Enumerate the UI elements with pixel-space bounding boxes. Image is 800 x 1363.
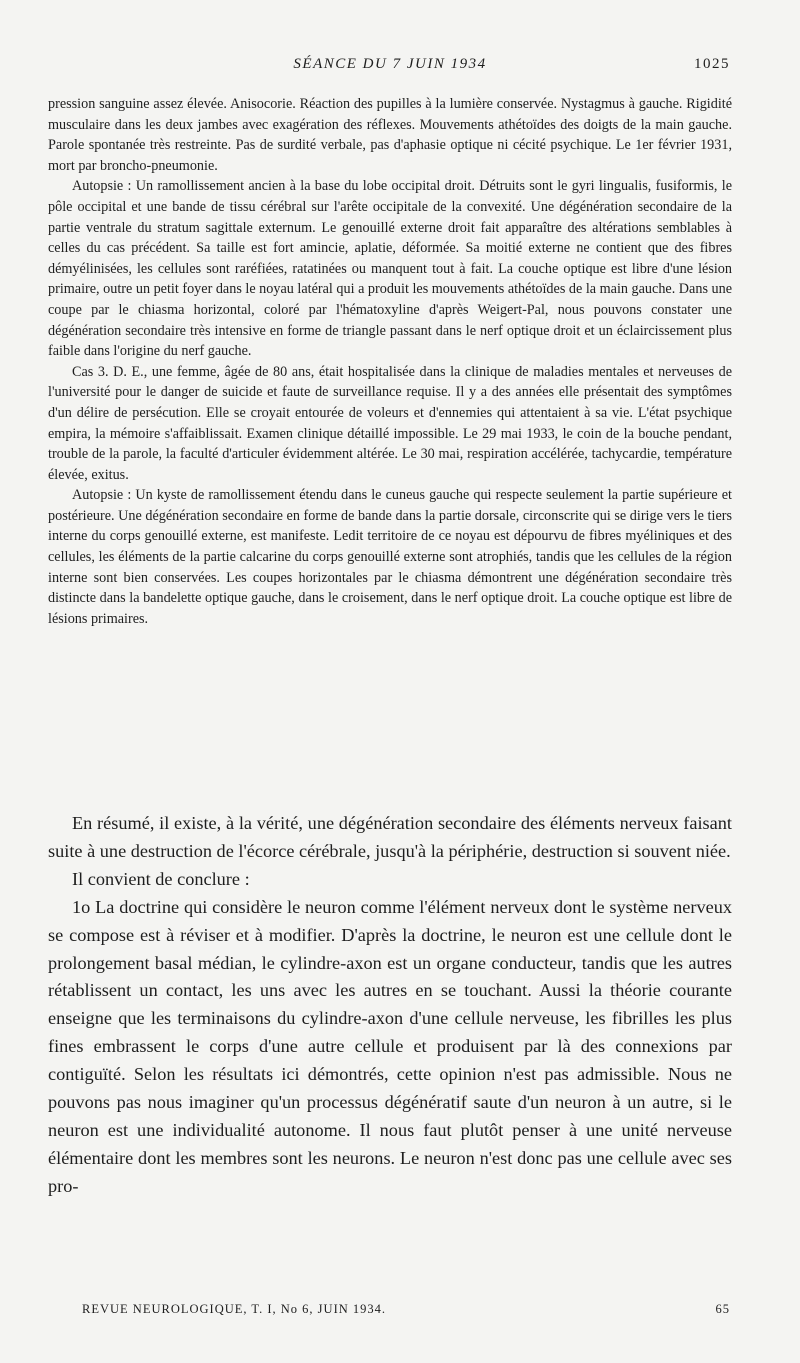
journal-citation: REVUE NEUROLOGIQUE, T. I, No 6, JUIN 1934. <box>82 1302 387 1316</box>
small-print-section <box>48 94 732 629</box>
paragraph-autopsy-case-2: Autopsie : Un ramollissement ancien à la base du lobe occipital droit. Détruits sont le gyri lingualis, fusiformis, le pôle occipital et une bande de tissu cérébral sur l'arête occipitale de la convexité. Une dégénération secondaire de la partie ventrale du stratum sagittale externum. Le genouillé externe droit fait apparaître des altérations semblables à celles du cas précédent. Sa taille est fort amincie, aplatie, déformée. Sa moitié externe ne contient que des fibres démyélinisées, les cellules sont raréfiées, ratatinées ou manquent tout à fait. La couche optique est libre d'une lésion primaire, outre un petit foyer dans le noyau latéral qui a produit les mouvements athétoïdes de la main gauche. Dans une coupe par le chiasma horizontal, coloré par l'hématoxyline d'après Weigert-Pal, nous pouvons constater une dégénération secondaire très intensive en forme de triangle passant dans le nerf optique droit et un éclaircissement plus faible dans l'origine du nerf gauche. <box>48 178 732 360</box>
paragraph-summary: En résumé, il existe, à la vérité, une dégénération secondaire des éléments nerveux faisant suite à une destruction de l'écorce cérébrale, jusqu'à la périphérie, destruction si souvent niée. <box>48 813 732 861</box>
paragraph-case-3: Cas 3. D. E., une femme, âgée de 80 ans, était hospitalisée dans la clinique de maladies mentales et nerveuses de l'université pour le danger de suicide et faute de surveillance requise. Il y a des années elle présentait des symptômes d'un délire de persécution. Elle se croyait entourée de voleurs et d'ennemies qui attentaient à sa vie. L'état psychique empira, la mémoire s'affaiblissait. Examen clinique détaillé impossible. Le 29 mai 1933, le coin de la bouche pendant, trouble de la parole, la faculté d'articuler évidemment altérée. Le 30 mai, respiration accélérée, tachycardie, température élevée, exitus. <box>48 363 732 483</box>
paragraph-clinical-history: pression sanguine assez élevée. Anisocorie. Réaction des pupilles à la lumière conservée. Nystagmus à gauche. Rigidité musculaire dans les deux jambes avec exagération des réflexes. Mouvements athétoïdes des doigts de la main gauche. Parole spontanée très restreinte. Pas de surdité verbale, pas d'aphasie optique ni cécité psychique. Le 1er février 1931, mort par broncho-pneumonie. <box>48 96 732 174</box>
paragraph-conclusion-1: 1o La doctrine qui considère le neuron comme l'élément nerveux dont le système nerveux se compose est à réviser et à modifier. D'après la doctrine, le neuron est une cellule dont le prolongement basal médian, le cylindre-axon est un organe conducteur, tandis que les autres rétablissent un contact, les uns avec les autres en se touchant. Aussi la théorie courante enseigne que les terminaisons du cylindre-axon d'une cellule nerveuse, les fibrilles les plus fines embrassent le corps d'une autre cellule et produisent par là des connexions par contiguïté. Selon les résultats ici démontrés, cette opinion n'est pas admissible. Nous ne pouvons pas nous imaginer qu'un processus dégénératif saute d'un neuron à un autre, si le neuron est une individualité autonome. Il nous faut plutôt penser à une unité nerveuse élémentaire dont les membres sont les neurons. Le neuron n'est donc pas une cellule avec ses pro- <box>48 896 732 1196</box>
paragraph-conclude-intro: Il convient de conclure : <box>72 868 250 889</box>
running-title: SÉANCE DU 7 JUIN 1934 <box>293 56 487 72</box>
paragraph-autopsy-case-3: Autopsie : Un kyste de ramollissement étendu dans le cuneus gauche qui respecte seulement la partie supérieure et postérieure. Une dégénération secondaire en forme de bande dans la partie dorsale, circonscrite qui se dirige vers le tiers interne du corps genouillé externe, est manifeste. Ledit territoire de ce noyau est dépourvu de fibres myéliniques et des cellules, les éléments de la partie calcarine du corps genouillé externe sont atrophiés, tandis que les cellules de la région interne sont bien conservées. Les coupes horizontales par le chiasma démontrent une dégénération secondaire très distincte dans la bandelette optique gauche, dans le croisement, dans le nerf optique droit. La couche optique est libre de lésions primaires. <box>48 487 732 627</box>
sheet-number: 65 <box>715 1302 730 1316</box>
running-header <box>50 56 730 78</box>
page-number: 1025 <box>694 56 730 72</box>
conclusion-section <box>48 810 732 1201</box>
page-footer <box>82 1302 730 1322</box>
